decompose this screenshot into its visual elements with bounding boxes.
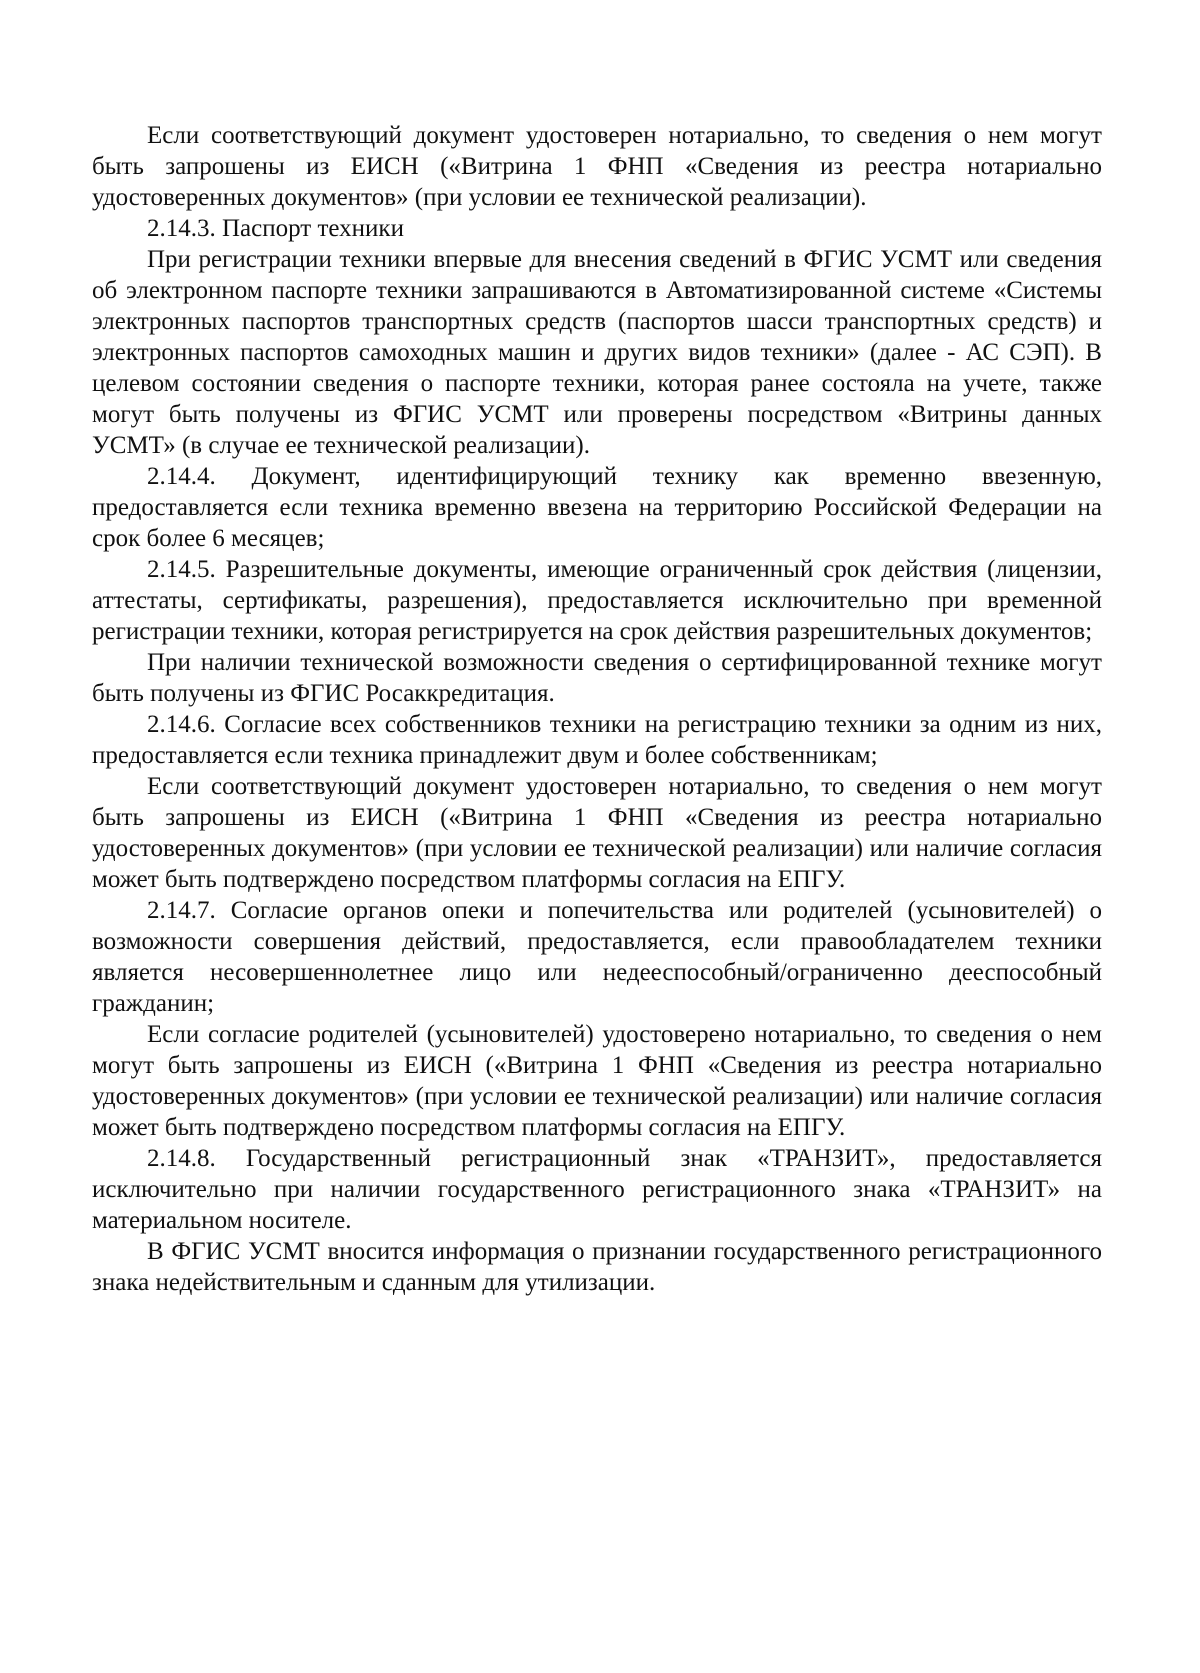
paragraph-parents-consent-notary: Если согласие родителей (усыновителей) удостоверено нотариально, то сведения о нем могут быть запрошены из ЕИСН («Витрина 1 ФНП «Сведения из реестра нотариально удостоверенных документов» (при условии ее технической реализации) или наличие согласия может быть подтверждено посредством платформы согласия на ЕПГУ. xyxy=(92,1021,1102,1141)
paragraph-2-14-4: 2.14.4. Документ, идентифицирующий технику как временно ввезенную, предоставляется если техника временно ввезена на территорию Российской Федерации на срок более 6 месяцев; xyxy=(92,463,1102,552)
paragraph-certified-tech: При наличии технической возможности сведения о сертифицированной технике могут быть получены из ФГИС Росаккредитация. xyxy=(92,649,1102,707)
paragraph-tech-passport: При регистрации техники впервые для внесения сведений в ФГИС УСМТ или сведения об электронном паспорте техники запрашиваются в Автоматизированной системе «Системы электронных паспортов транспортных средств (паспортов шасси транспортных средств) и электронных паспортов самоходных машин и других видов техники» (далее - АС СЭП). В целевом состоянии сведения о паспорте техники, которая ранее состояла на учете, также могут быть получены из ФГИС УСМТ или проверены посредством «Витрины данных УСМТ» (в случае ее технической реализации). xyxy=(92,246,1102,459)
paragraph-2-14-6: 2.14.6. Согласие всех собственников техники на регистрацию техники за одним из них, предоставляется если техника принадлежит двум и более собственникам; xyxy=(92,711,1102,769)
paragraph-2-14-8: 2.14.8. Государственный регистрационный знак «ТРАНЗИТ», предоставляется исключительно при наличии государственного регистрационного знака «ТРАНЗИТ» на материальном носителе. xyxy=(92,1145,1102,1234)
document-page xyxy=(92,120,1102,1298)
paragraph-transit-plate-invalid: В ФГИС УСМТ вносится информация о признании государственного регистрационного знака недействительным и сданным для утилизации. xyxy=(92,1238,1102,1296)
section-heading-2-14-3: 2.14.3. Паспорт техники xyxy=(147,215,404,242)
paragraph-2-14-5: 2.14.5. Разрешительные документы, имеющие ограниченный срок действия (лицензии, аттестаты, сертификаты, разрешения), предоставляется исключительно при временной регистрации техники, которая регистрируется на срок действия разрешительных документов; xyxy=(92,556,1102,645)
paragraph-owners-consent-notary: Если соответствующий документ удостоверен нотариально, то сведения о нем могут быть запрошены из ЕИСН («Витрина 1 ФНП «Сведения из реестра нотариально удостоверенных документов» (при условии ее технической реализации) или наличие согласия может быть подтверждено посредством платформы согласия на ЕПГУ. xyxy=(92,773,1102,893)
paragraph-2-14-7: 2.14.7. Согласие органов опеки и попечительства или родителей (усыновителей) о возможности совершения действий, предоставляется, если правообладателем техники является несовершеннолетнее лицо или недееспособный/ограниченно дееспособный гражданин; xyxy=(92,897,1102,1017)
paragraph-notary-docs: Если соответствующий документ удостоверен нотариально, то сведения о нем могут быть запрошены из ЕИСН («Витрина 1 ФНП «Сведения из реестра нотариально удостоверенных документов» (при условии ее технической реализации). xyxy=(92,122,1102,211)
